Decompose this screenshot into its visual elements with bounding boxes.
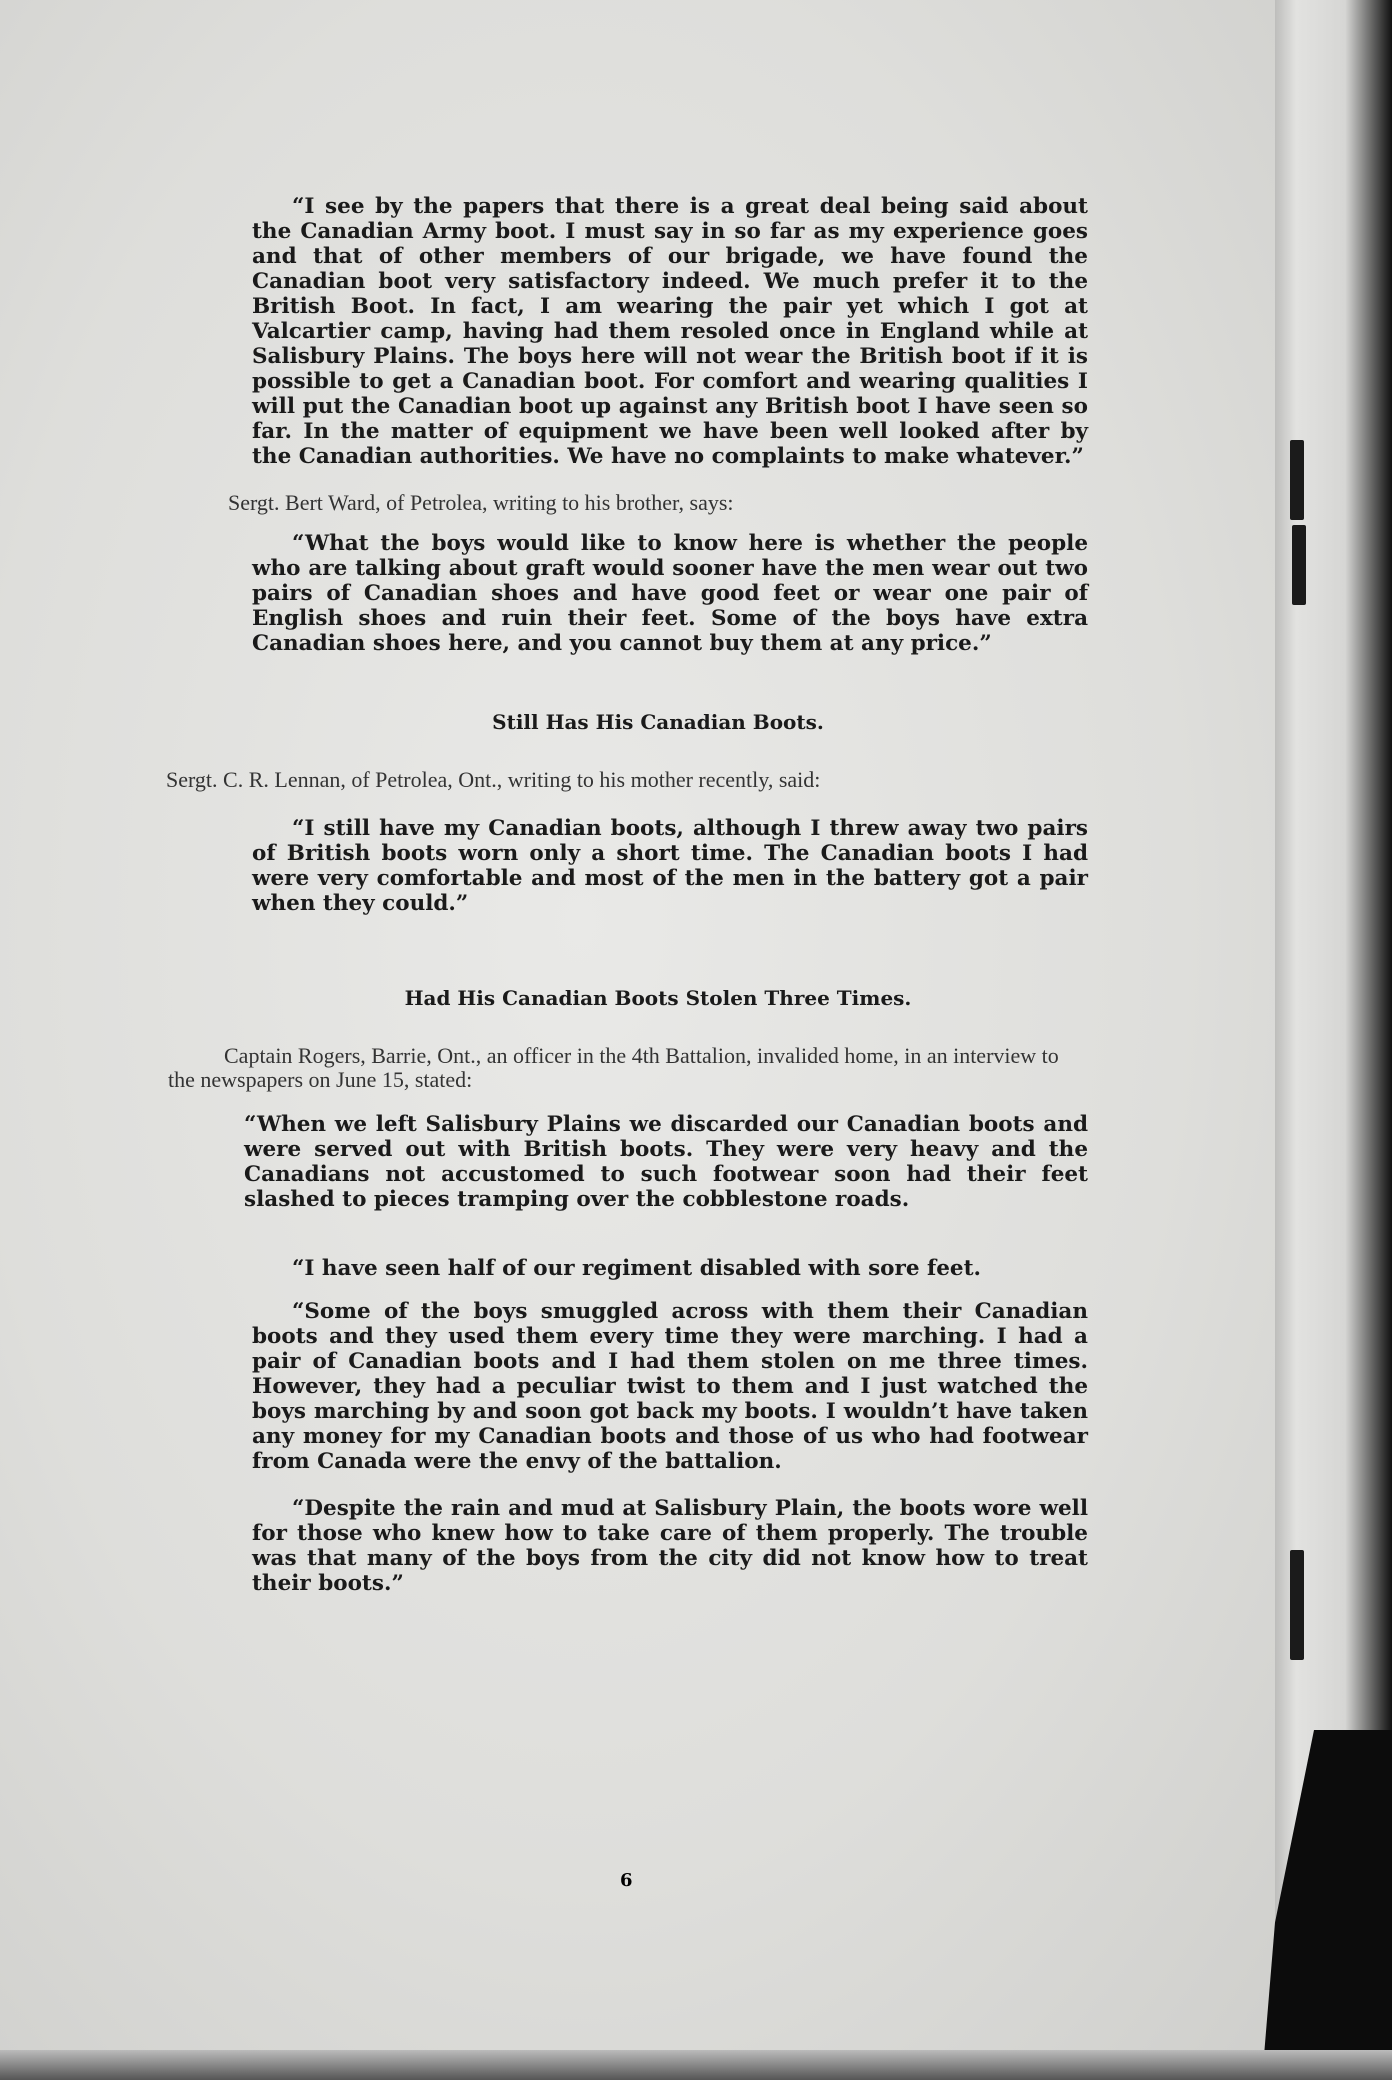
staple-mark-upper-2 xyxy=(1292,525,1306,605)
attribution-rogers: Captain Rogers, Barrie, Ont., an officer in the 4th Battalion, invalided home, in an interview to the newspapers on June 15, stated: xyxy=(168,1043,1059,1092)
quote-paragraph-rogers-1: “When we left Salisbury Plains we discarded our Canadian boots and were served out with British boots. They were very heavy and the Canadians not accustomed to such footwear soon had their feet slashed to pieces tramping over the cobblestone roads. xyxy=(244,1112,1088,1212)
section-heading-stolen: Had His Canadian Boots Stolen Three Times. xyxy=(404,986,912,1010)
staple-mark-lower xyxy=(1290,1550,1304,1660)
quote-paragraph-1: “I see by the papers that there is a great deal being said about the Canadian Army boot. I must say in so far as my experience goes and that of other members of our brigade, we have found the Canadian boot very satisfactory indeed. We much prefer it to the British Boot. In fact, I am wearing the pair yet which I got at Valcartier camp, having had them resoled once in England while at Salisbury Plains. The boys here will not wear the British boot if it is possible to get a Canadian boot. For comfort and wearing qualities I will put the Canadian boot up against any British boot I have seen so far. In the matter of equipment we have been well looked after by the Canadian authorities. We have no complaints to make whatever.” xyxy=(252,194,1088,469)
attribution-ward: Sergt. Bert Ward, of Petrolea, writing to his brother, says: xyxy=(228,490,734,515)
quote-paragraph-rogers-2: “I have seen half of our regiment disabled with sore feet. xyxy=(292,1256,982,1281)
quote-paragraph-rogers-4: “Despite the rain and mud at Salisbury Plain, the boots wore well for those who knew how to take care of them properly. The trouble was that many of the boys from the city did not know how to treat their boots.” xyxy=(252,1496,1088,1596)
quote-paragraph-ward: “What the boys would like to know here is whether the people who are talking about graft would sooner have the men wear out two pairs of Canadian shoes and have good feet or wear one pair of English shoes and ruin their feet. Some of the boys have extra Canadian shoes here, and you cannot buy them at any price.” xyxy=(252,531,1088,656)
attribution-lennan: Sergt. C. R. Lennan, of Petrolea, Ont., writing to his mother recently, said: xyxy=(166,767,821,792)
section-heading-still-has: Still Has His Canadian Boots. xyxy=(492,710,824,734)
quote-paragraph-rogers-3: “Some of the boys smuggled across with them their Canadian boots and they used them every time they were marching. I had a pair of Canadian boots and I had them stolen on me three times. However, they had a peculiar twist to them and I just watched the boys marching by and soon got back my boots. I wouldn’t have taken any money for my Canadian boots and those of us who had footwear from Canada were the envy of the battalion. xyxy=(252,1299,1088,1474)
staple-mark-upper xyxy=(1290,440,1304,520)
page-number: 6 xyxy=(620,1870,633,1891)
page-bottom-edge xyxy=(0,2050,1392,2080)
page-content xyxy=(166,194,1088,1596)
quote-paragraph-lennan: “I still have my Canadian boots, although I threw away two pairs of British boots worn only a short time. The Canadian boots I had were very comfortable and most of the men in the battery got a pair when they could.” xyxy=(252,816,1088,916)
